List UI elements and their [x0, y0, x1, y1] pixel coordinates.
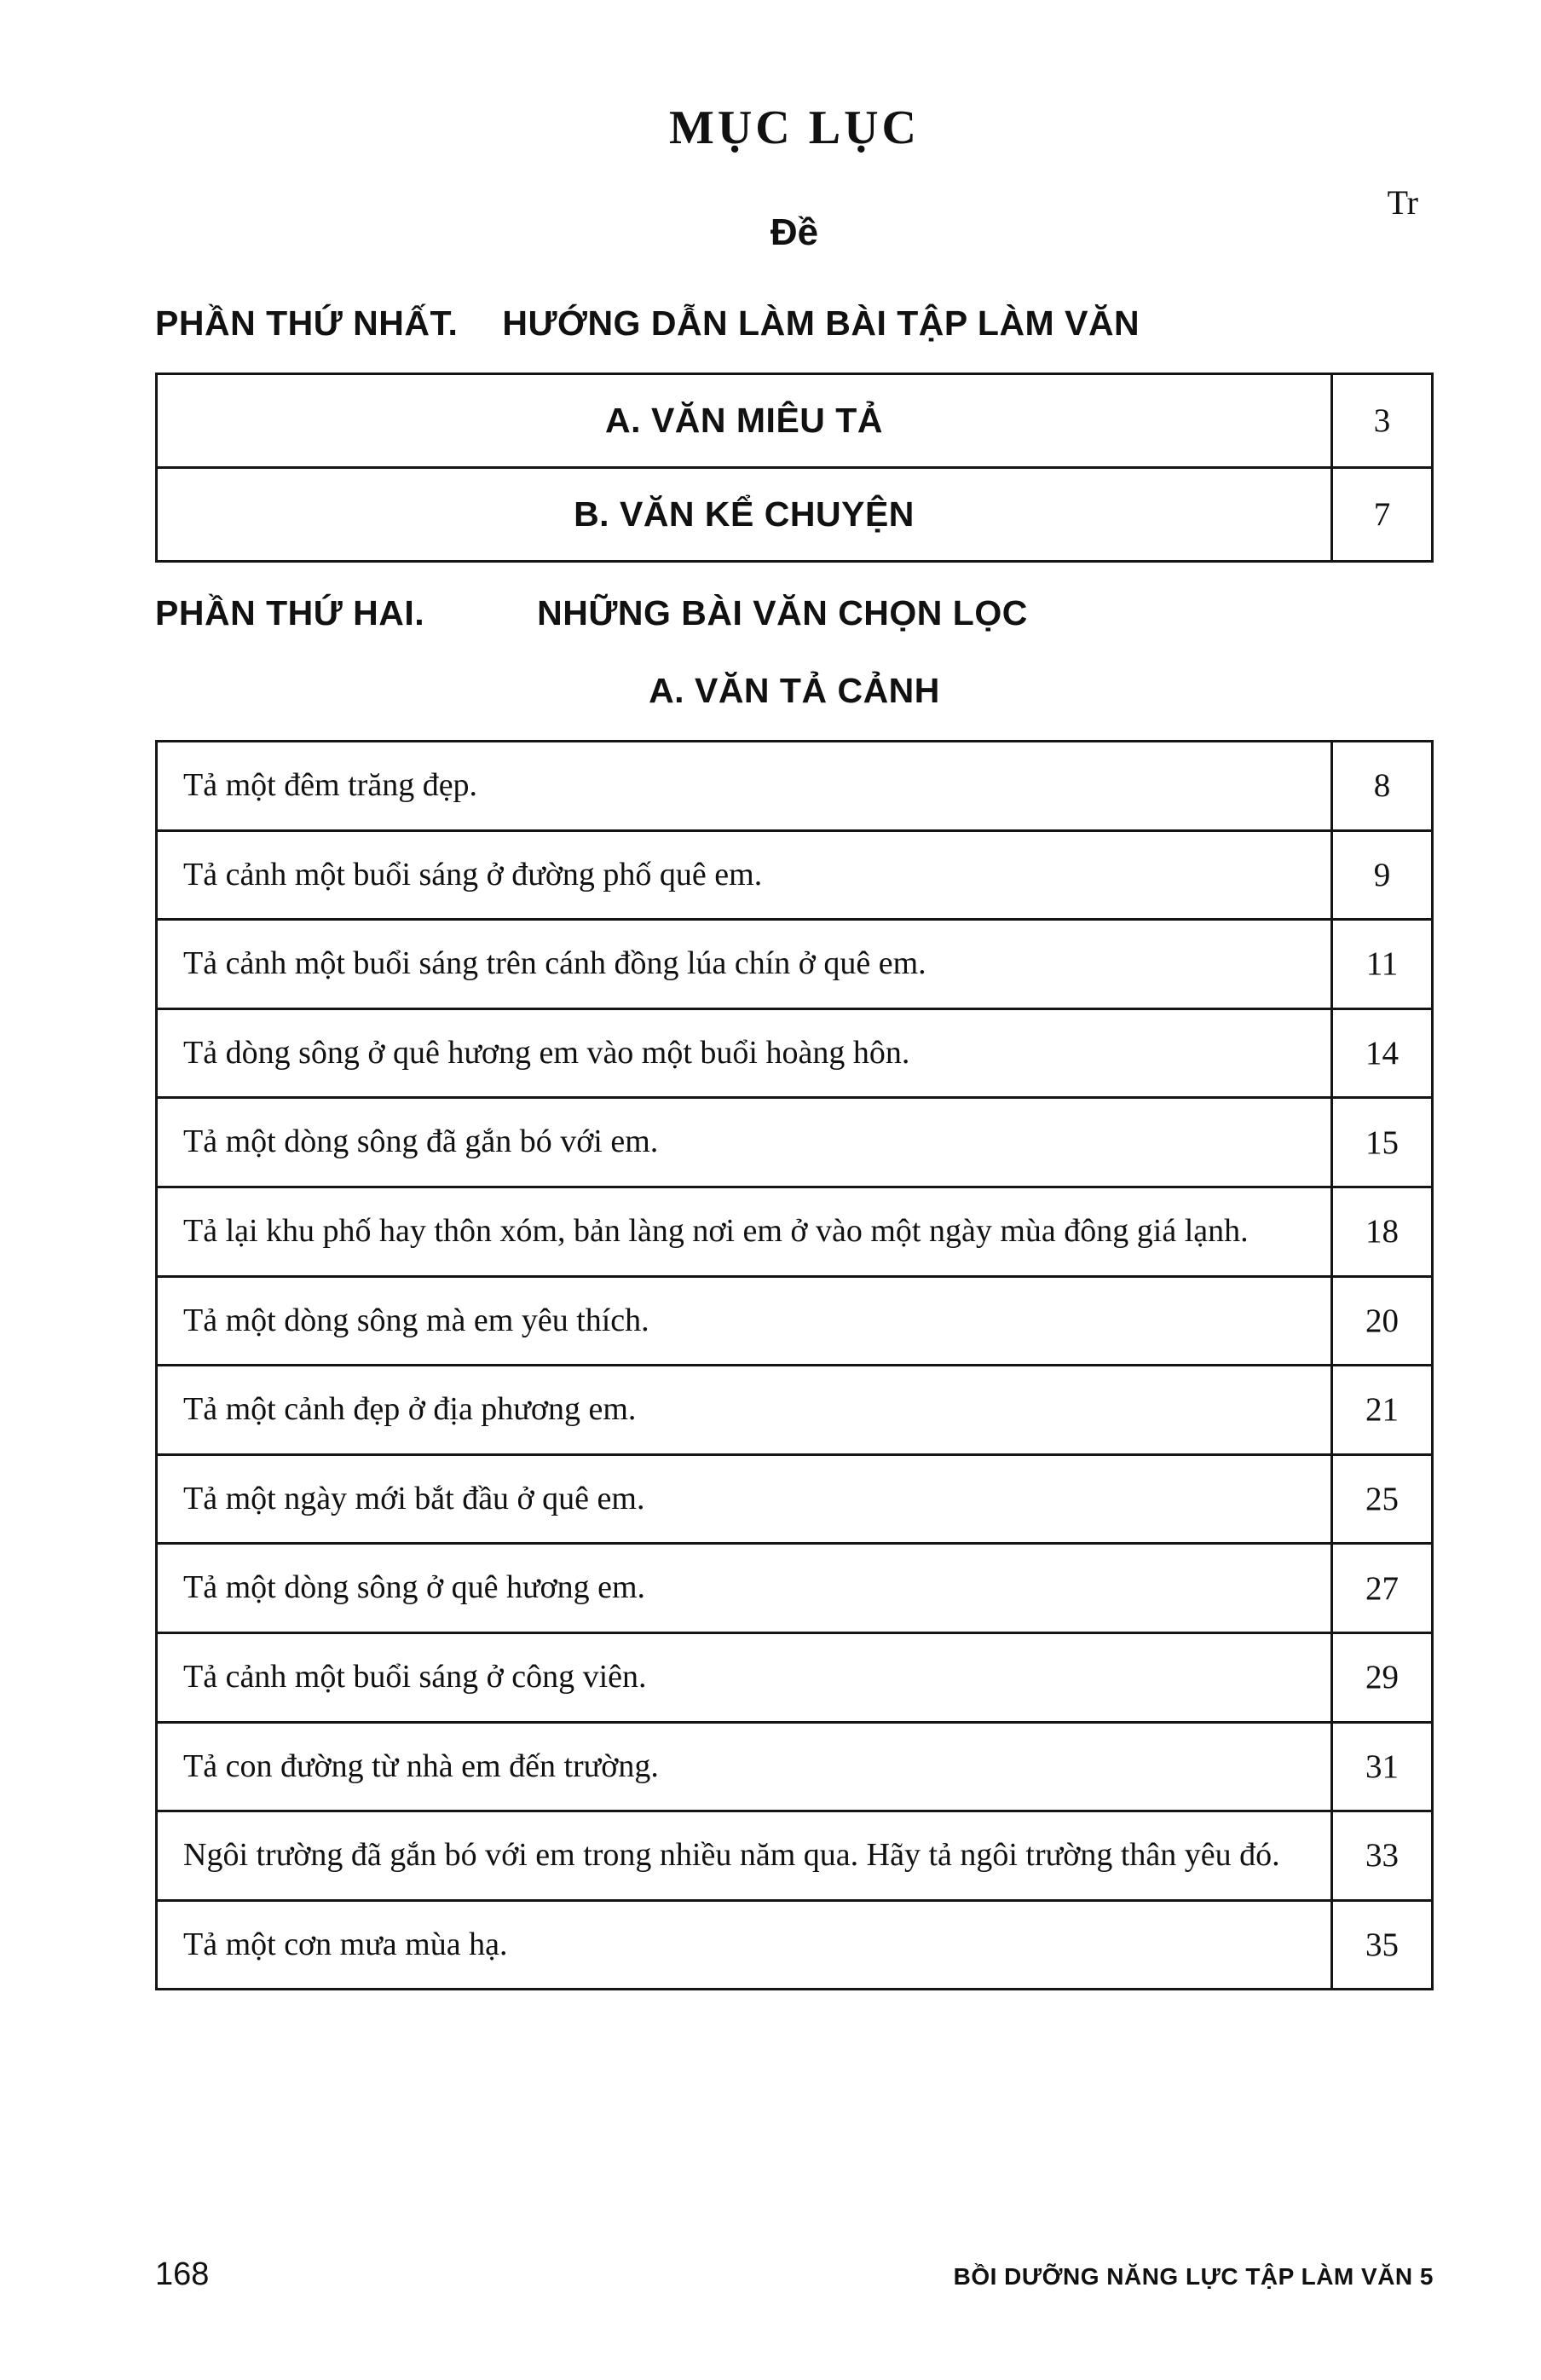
part1-table-body: [157, 374, 1433, 562]
toc-entry-title: A. VĂN MIÊU TẢ: [157, 374, 1332, 468]
toc-entry-title: Tả một ngày mới bắt đầu ở quê em.: [157, 1454, 1332, 1544]
toc-entry-page: 31: [1332, 1722, 1433, 1811]
part2-title: NHỮNG BÀI VĂN CHỌN LỌC: [537, 593, 1028, 633]
footer-book-title: BỒI DƯỠNG NĂNG LỰC TẬP LÀM VĂN 5: [953, 2263, 1434, 2290]
toc-row: [157, 1722, 1433, 1811]
toc-row: [157, 1098, 1433, 1187]
toc-row: [157, 920, 1433, 1009]
toc-entry-page: 18: [1332, 1187, 1433, 1276]
toc-entry-title: Tả một cảnh đẹp ở địa phương em.: [157, 1366, 1332, 1455]
toc-entry-title: Tả lại khu phố hay thôn xóm, bản làng nơi em ở vào một ngày mùa đông giá lạnh.: [157, 1187, 1332, 1276]
toc-entry-title: Tả một dòng sông ở quê hương em.: [157, 1544, 1332, 1633]
column-header-topic: Đề: [770, 211, 819, 253]
part2-heading: [155, 593, 1434, 633]
toc-row: [157, 374, 1433, 468]
toc-entry-page: 29: [1332, 1632, 1433, 1722]
toc-row: [157, 1454, 1433, 1544]
part1-table: [155, 373, 1434, 563]
page-title: MỤC LỤC: [669, 101, 920, 154]
toc-row: [157, 468, 1433, 562]
toc-entry-title: Tả một dòng sông đã gắn bó với em.: [157, 1098, 1332, 1187]
toc-entry-page: 7: [1332, 468, 1433, 562]
toc-entry-page: 15: [1332, 1098, 1433, 1187]
section-a-heading: A. VĂN TẢ CẢNH: [649, 671, 940, 710]
part1-heading: [155, 303, 1434, 344]
toc-row: [157, 1276, 1433, 1366]
toc-entry-title: Tả con đường từ nhà em đến trường.: [157, 1722, 1332, 1811]
toc-entry-page: 20: [1332, 1276, 1433, 1366]
toc-entry-title: Tả cảnh một buổi sáng ở đường phố quê em.: [157, 830, 1332, 920]
toc-entry-page: 33: [1332, 1811, 1433, 1901]
toc-entry-page: 35: [1332, 1900, 1433, 1990]
part1-label: PHẦN THỨ NHẤT.: [155, 303, 459, 343]
toc-row: [157, 1544, 1433, 1633]
toc-entry-page: 14: [1332, 1008, 1433, 1098]
toc-row: [157, 830, 1433, 920]
footer-page-number: 168: [155, 2256, 210, 2292]
page-footer: [155, 2256, 1434, 2380]
toc-entry-page: 27: [1332, 1544, 1433, 1633]
toc-entry-page: 8: [1332, 742, 1433, 831]
toc-entry-title: Ngôi trường đã gắn bó với em trong nhiều năm qua. Hãy tả ngôi trường thân yêu đó.: [157, 1811, 1332, 1901]
toc-row: [157, 1008, 1433, 1098]
part2-table-body: [157, 742, 1433, 1990]
part1-title: HƯỚNG DẪN LÀM BÀI TẬP LÀM VĂN: [502, 303, 1140, 343]
toc-entry-page: 9: [1332, 830, 1433, 920]
column-headers: [155, 183, 1434, 273]
toc-entry-title: Tả cảnh một buổi sáng ở công viên.: [157, 1632, 1332, 1722]
toc-entry-title: B. VĂN KỂ CHUYỆN: [157, 468, 1332, 562]
toc-entry-title: Tả một đêm trăng đẹp.: [157, 742, 1332, 831]
toc-row: [157, 1811, 1433, 1901]
toc-row: [157, 1632, 1433, 1722]
part2-table: [155, 740, 1434, 1990]
toc-entry-page: 3: [1332, 374, 1433, 468]
toc-entry-title: Tả cảnh một buổi sáng trên cánh đồng lúa chín ở quê em.: [157, 920, 1332, 1009]
toc-row: [157, 1366, 1433, 1455]
toc-row: [157, 1900, 1433, 1990]
toc-entry-page: 11: [1332, 920, 1433, 1009]
toc-entry-title: Tả một dòng sông mà em yêu thích.: [157, 1276, 1332, 1366]
toc-row: [157, 1187, 1433, 1276]
toc-entry-title: Tả dòng sông ở quê hương em vào một buổi hoàng hôn.: [157, 1008, 1332, 1098]
toc-entry-page: 25: [1332, 1454, 1433, 1544]
part2-label: PHẦN THỨ HAI.: [155, 593, 425, 633]
toc-row: [157, 742, 1433, 831]
column-header-page: Tr: [1387, 183, 1418, 222]
toc-entry-title: Tả một cơn mưa mùa hạ.: [157, 1900, 1332, 1990]
toc-entry-page: 21: [1332, 1366, 1433, 1455]
